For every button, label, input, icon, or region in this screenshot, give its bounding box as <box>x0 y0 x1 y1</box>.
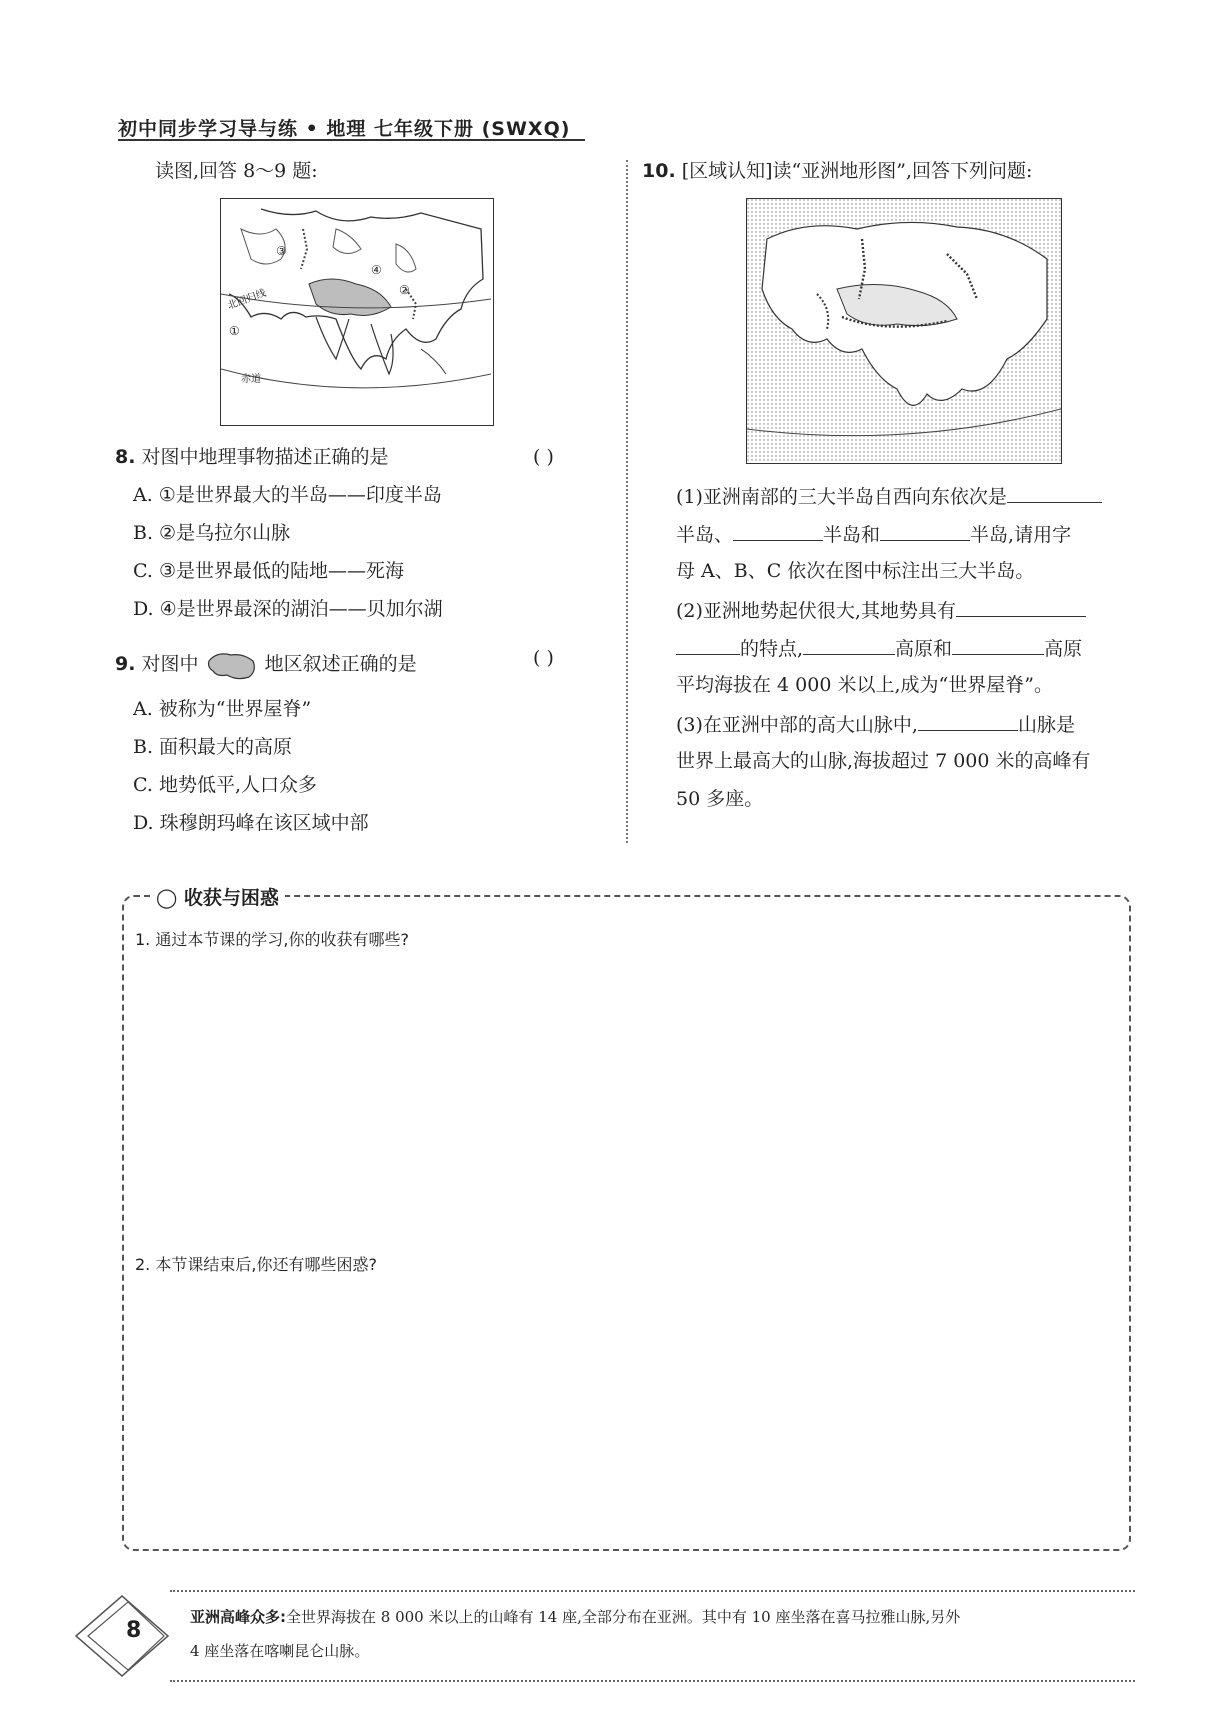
page-number: 8 <box>126 1618 142 1643</box>
intro-text: 读图,回答 8～9 题: <box>155 160 318 182</box>
q10-part1-line3: 母 A、B、C 依次在图中标注出三大半岛。 <box>676 560 1035 582</box>
page-number-badge-icon <box>72 1592 172 1680</box>
svg-text:②: ② <box>399 283 410 297</box>
q10-part3-line1 <box>676 712 1075 737</box>
question-9-option-b[interactable]: B. 面积最大的高原 <box>133 736 293 758</box>
reflection-answer-area-2[interactable] <box>135 1285 1110 1530</box>
q10-part1-text-a: (1)亚洲南部的三大半岛自西向东依次是 <box>676 486 1007 508</box>
reflection-title-text: 收获与困惑 <box>183 887 279 909</box>
reflection-title <box>150 883 285 910</box>
plateau-shape-icon <box>205 647 259 683</box>
q10-part3-line3: 50 多座。 <box>676 788 764 810</box>
footer-note-heading: 亚洲高峰众多: <box>190 1608 286 1626</box>
asia-terrain-map <box>746 198 1062 464</box>
answer-blank[interactable] <box>733 522 823 541</box>
footer-rule-bottom <box>170 1680 1135 1682</box>
question-8-stem: 对图中地理事物描述正确的是 <box>141 446 389 468</box>
q10-part2-text-c: 高原和 <box>895 638 953 660</box>
question-8-number: 8. <box>115 446 136 468</box>
question-9-option-a[interactable]: A. 被称为“世界屋脊” <box>133 698 312 720</box>
question-9 <box>115 647 417 683</box>
q10-part1-text-b: 半岛、 <box>676 524 734 546</box>
question-9-number: 9. <box>115 653 136 675</box>
svg-text:北回归线: 北回归线 <box>226 287 268 312</box>
q10-part2-line3: 平均海拔在 4 000 米以上,成为“世界屋脊”。 <box>676 674 1053 696</box>
svg-text:赤道: 赤道 <box>241 374 261 385</box>
question-8-option-a[interactable]: A. ①是世界最大的半岛——印度半岛 <box>133 484 442 506</box>
question-9-option-d[interactable]: D. 珠穆朗玛峰在该区域中部 <box>133 812 369 834</box>
q10-part2-line1 <box>676 598 1086 623</box>
question-8-answer-paren[interactable]: ( ) <box>533 446 554 468</box>
question-9-stem-a: 对图中 <box>141 653 199 675</box>
page-header-title: 初中同步学习导与练 • 地理 七年级下册 (SWXQ) <box>118 118 571 140</box>
answer-blank[interactable] <box>676 636 740 655</box>
lightbulb-icon: ◯ <box>156 887 178 909</box>
answer-blank[interactable] <box>880 522 970 541</box>
svg-text:①: ① <box>229 324 240 338</box>
question-8-option-b[interactable]: B. ②是乌拉尔山脉 <box>133 522 291 544</box>
answer-blank[interactable] <box>1007 484 1102 503</box>
asia-terrain-map-drawing <box>747 199 1061 463</box>
question-10 <box>642 160 1032 183</box>
q10-part1-text-c: 半岛和 <box>823 524 881 546</box>
q10-part3-text-b: 山脉是 <box>1017 714 1075 736</box>
q10-part1-line1 <box>676 484 1102 509</box>
q10-part2-line2 <box>676 636 1082 661</box>
footer-note-line2: 4 座坐落在喀喇昆仑山脉。 <box>190 1642 370 1660</box>
question-9-option-c[interactable]: C. 地势低平,人口众多 <box>133 774 317 796</box>
question-10-number: 10. <box>642 160 676 182</box>
asia-outline-map <box>220 198 494 426</box>
svg-text:③: ③ <box>276 244 287 258</box>
reflection-question-1: 1. 通过本节课的学习,你的收获有哪些? <box>135 930 409 949</box>
answer-blank[interactable] <box>918 712 1018 731</box>
svg-text:④: ④ <box>371 263 382 277</box>
answer-blank[interactable] <box>956 598 1086 617</box>
header-rule <box>118 139 585 141</box>
q10-part2-text-a: (2)亚洲地势起伏很大,其地势具有 <box>676 600 956 622</box>
footer-rule-top <box>170 1590 1135 1592</box>
reflection-question-2: 2. 本节课结束后,你还有哪些困惑? <box>135 1255 377 1274</box>
question-9-answer-paren[interactable]: ( ) <box>533 647 554 669</box>
column-divider <box>626 160 628 843</box>
question-8-option-d[interactable]: D. ④是世界最深的湖泊——贝加尔湖 <box>133 598 443 620</box>
q10-part2-text-d: 高原 <box>1044 638 1083 660</box>
answer-blank[interactable] <box>803 636 895 655</box>
footer-note-line1 <box>190 1608 960 1626</box>
q10-part1-text-d: 半岛,请用字 <box>970 524 1072 546</box>
reflection-answer-area-1[interactable] <box>135 960 1110 1240</box>
q10-part3-text-a: (3)在亚洲中部的高大山脉中, <box>676 714 918 736</box>
asia-outline-map-drawing <box>221 199 493 425</box>
footer-note-text-1: 全世界海拔在 8 000 米以上的山峰有 14 座,全部分布在亚洲。其中有 10 座坐落在喜马拉雅山脉,另外 <box>286 1608 961 1626</box>
q10-part2-text-b: 的特点, <box>740 638 804 660</box>
question-8 <box>115 446 389 469</box>
question-9-stem-b: 地区叙述正确的是 <box>264 653 417 675</box>
answer-blank[interactable] <box>952 636 1044 655</box>
q10-part3-line2: 世界上最高大的山脉,海拔超过 7 000 米的高峰有 <box>676 750 1091 772</box>
question-8-option-c[interactable]: C. ③是世界最低的陆地——死海 <box>133 560 404 582</box>
question-10-stem: [区域认知]读“亚洲地形图”,回答下列问题: <box>681 160 1033 182</box>
q10-part1-line2 <box>676 522 1071 547</box>
